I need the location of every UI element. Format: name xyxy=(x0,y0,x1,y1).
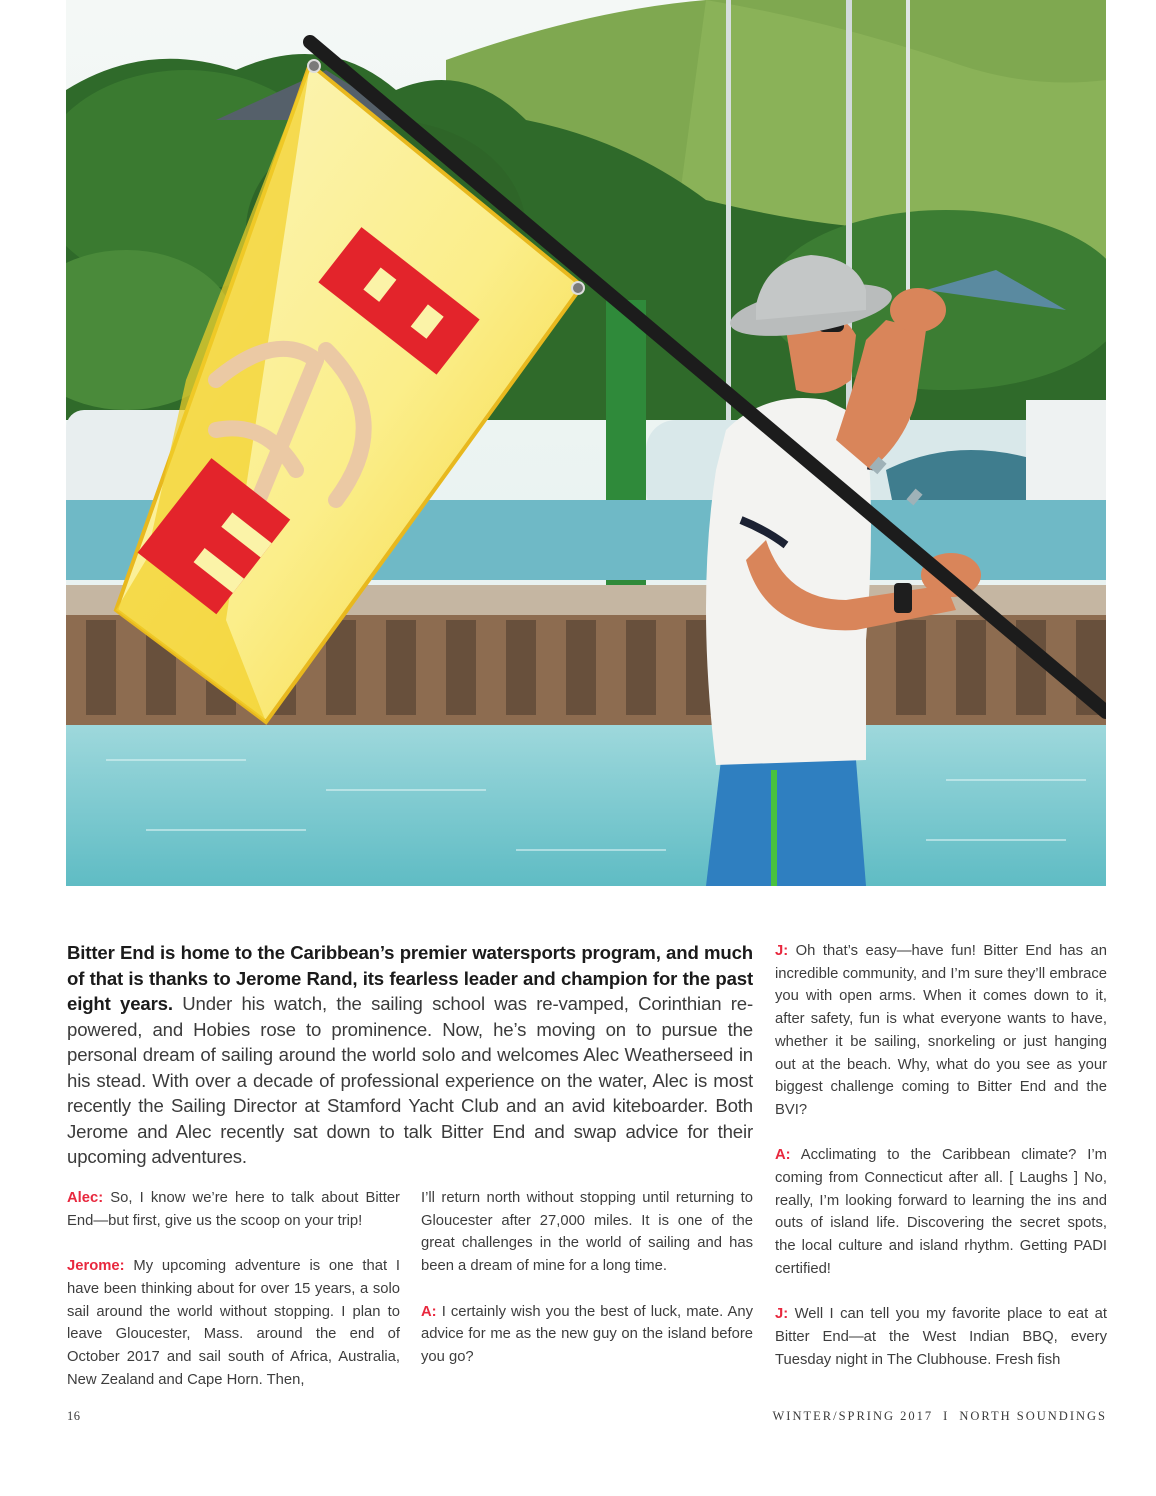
publication-name: NORTH SOUNDINGS xyxy=(959,1409,1107,1423)
hero-photo xyxy=(66,0,1106,886)
interview-paragraph xyxy=(775,1144,1107,1280)
marina-flag-photo-illustration xyxy=(66,0,1106,886)
speaker-label-a: A: xyxy=(421,1303,437,1320)
footer-separator: I xyxy=(943,1409,950,1423)
speaker-label-jerome: Jerome: xyxy=(67,1258,125,1275)
interview-paragraph xyxy=(421,1187,753,1278)
interview-paragraph xyxy=(775,1303,1107,1371)
paragraph-text: Acclimating to the Caribbean climate? I’m coming from Connecticut after all. [ Laughs ] No, really, I’m looking forward to learning the ins and outs of island life. Discovering the secret spots, the local culture and island rhythm. Getting PADI certified! xyxy=(775,1147,1107,1277)
interview-paragraph xyxy=(67,1187,400,1232)
page-footer xyxy=(67,1409,1107,1429)
intro-body: Under his watch, the sailing school was re-vamped, Corinthian re-powered, and Hobies rose to prominence. Now, he’s moving on to pursue the personal dream of sailing around the world solo and welcomes Alec Weatherseed in his stead. With over a decade of professional experience on the water, Alec is most recently the Sailing Director at Stamford Yacht Club and an avid kiteboarder. Both Jerome and Alec recently sat down to talk Bitter End and swap advice for their upcoming adventures. xyxy=(67,993,754,1167)
paragraph-text: So, I know we’re here to talk about Bitter End—but first, give us the scoop on your trip! xyxy=(67,1190,400,1229)
interview-paragraph xyxy=(421,1301,753,1369)
interview-paragraph xyxy=(775,940,1107,1122)
article-intro xyxy=(67,940,753,1170)
paragraph-text: Oh that’s easy—have fun! Bitter End has an incredible community, and I’m sure they’ll embrace you with open arms. When it comes down to it, after safety, fun is what everyone wants to have, whether it be sailing, snorkeling or just hanging out at the beach. Why, what do you see as your biggest challenge coming to Bitter End and the BVI? xyxy=(775,943,1107,1118)
issue-date: WINTER/SPRING 2017 xyxy=(772,1409,934,1423)
speaker-label-alec: Alec: xyxy=(67,1190,104,1206)
interview-column-3 xyxy=(775,940,1107,1394)
paragraph-text: I’ll return north without stopping until returning to Gloucester after 27,000 miles. It is one of the great challenges in the world of sailing and has been a dream of mine for a long time. xyxy=(421,1190,753,1275)
paragraph-text: Well I can tell you my favorite place to eat at Bitter End—at the West Indian BBQ, every Tuesday night in The Clubhouse. Fresh fish xyxy=(775,1306,1107,1368)
page-number: 16 xyxy=(67,1409,81,1423)
paragraph-text: My upcoming adventure is one that I have been thinking about for over 15 years, a solo sail around the world without stopping. I plan to leave Gloucester, Mass. around the end of October 2017 and sail south of Africa, Australia, New Zealand and Cape Horn. Then, xyxy=(67,1258,400,1388)
speaker-label-a: A: xyxy=(775,1147,791,1164)
paragraph-text: I certainly wish you the best of luck, mate. Any advice for me as the new guy on the island before you go? xyxy=(421,1303,753,1365)
intro-lead-bold: Bitter End is home to the Caribbean’s premier watersports program, and much of that is thanks to Jerome Rand, its fearless leader and champion for the past eight years. xyxy=(67,942,753,1014)
interview-column-2 xyxy=(421,1187,753,1391)
speaker-label-j: J: xyxy=(775,943,789,959)
interview-column-1 xyxy=(67,1187,400,1414)
interview-paragraph xyxy=(67,1255,400,1391)
speaker-label-j: J: xyxy=(775,1306,789,1323)
running-footer xyxy=(773,1409,1108,1424)
